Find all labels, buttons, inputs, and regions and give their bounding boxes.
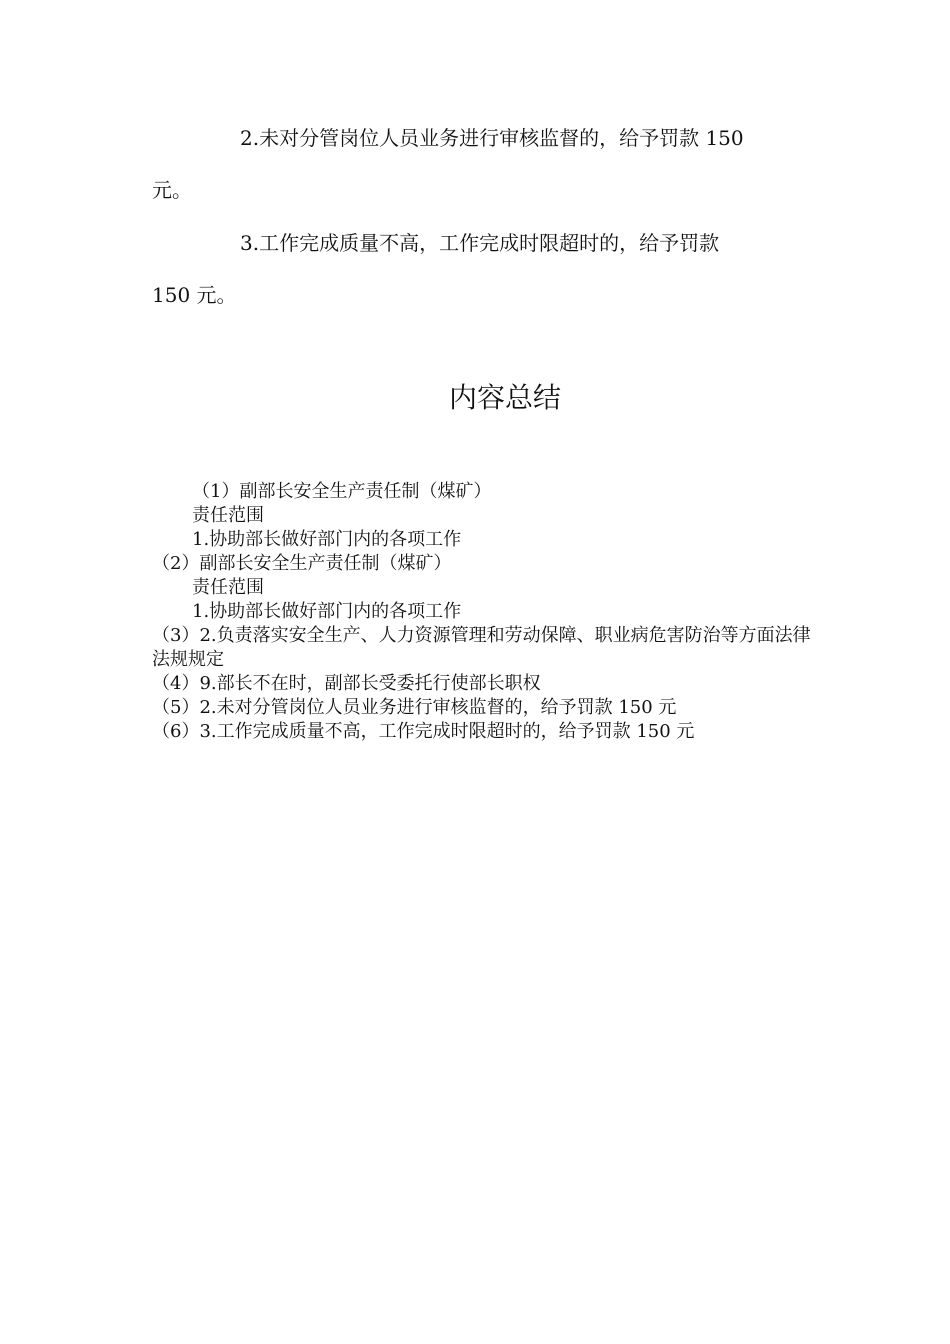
paragraph-line: 2.未对分管岗位人员业务进行审核监督的，给予罚款 150 (240, 126, 744, 150)
summary-item: 1.协助部长做好部门内的各项工作 (192, 529, 462, 550)
paragraph-line: 元。 (152, 178, 192, 202)
paragraph-line: 3.工作完成质量不高，工作完成时限超时的，给予罚款 (240, 231, 720, 255)
body-paragraph (152, 112, 802, 216)
summary-item: 责任范围 (192, 577, 264, 598)
summary-list (152, 480, 812, 744)
summary-item: （2）副部长安全生产责任制（煤矿） (152, 553, 452, 574)
summary-item: （1）副部长安全生产责任制（煤矿） (192, 481, 492, 502)
summary-item: （5）2.未对分管岗位人员业务进行审核监督的，给予罚款 150 元 (152, 697, 677, 718)
summary-title: 内容总结 (448, 381, 561, 414)
summary-item: （6）3.工作完成质量不高，工作完成时限超时的，给予罚款 150 元 (152, 721, 695, 742)
body-paragraph (152, 217, 802, 321)
summary-item: 1.协助部长做好部门内的各项工作 (192, 601, 462, 622)
summary-item: 责任范围 (192, 505, 264, 526)
paragraph-line: 150 元。 (152, 283, 237, 307)
summary-item: （3）2.负责落实安全生产、人力资源管理和劳动保障、职业病危害防治等方面法律法规规定 (152, 625, 811, 670)
summary-item: （4）9.部长不在时，副部长受委托行使部长职权 (152, 673, 541, 694)
